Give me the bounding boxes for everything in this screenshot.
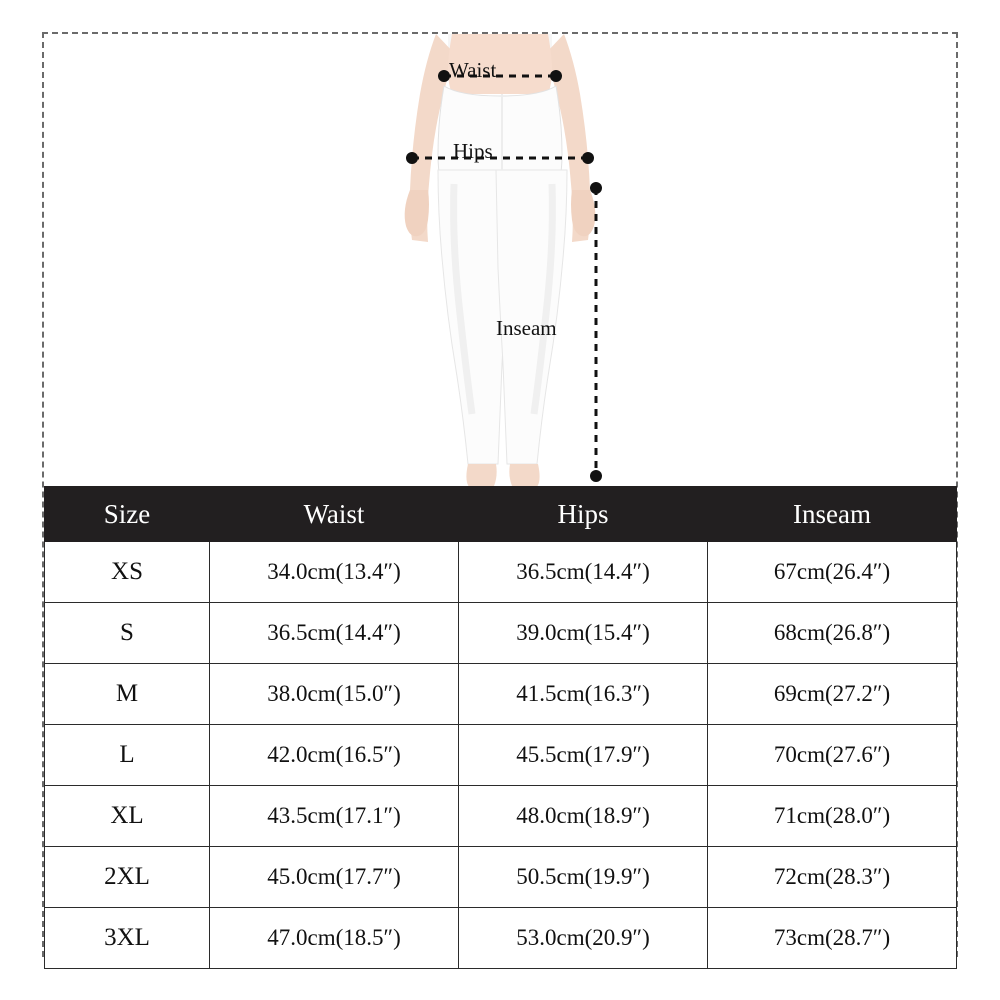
table-row xyxy=(45,725,957,786)
column-header-size: Size xyxy=(45,487,210,542)
cell-size: 2XL xyxy=(45,847,210,908)
cell-size: S xyxy=(45,603,210,664)
column-header-inseam: Inseam xyxy=(708,487,957,542)
cell-hips: 50.5cm(19.9″) xyxy=(459,847,708,908)
column-header-waist: Waist xyxy=(210,487,459,542)
table-header xyxy=(45,487,957,542)
cell-waist: 36.5cm(14.4″) xyxy=(210,603,459,664)
cell-hips: 53.0cm(20.9″) xyxy=(459,908,708,969)
cell-inseam: 68cm(26.8″) xyxy=(708,603,957,664)
cell-size: M xyxy=(45,664,210,725)
measurement-illustration xyxy=(44,34,956,486)
cell-hips: 36.5cm(14.4″) xyxy=(459,542,708,603)
column-header-hips: Hips xyxy=(459,487,708,542)
cell-waist: 34.0cm(13.4″) xyxy=(210,542,459,603)
cell-waist: 47.0cm(18.5″) xyxy=(210,908,459,969)
cell-inseam: 73cm(28.7″) xyxy=(708,908,957,969)
cell-waist: 38.0cm(15.0″) xyxy=(210,664,459,725)
cell-inseam: 72cm(28.3″) xyxy=(708,847,957,908)
waist-label: Waist xyxy=(449,58,497,82)
cell-waist: 43.5cm(17.1″) xyxy=(210,786,459,847)
table-row xyxy=(45,542,957,603)
table-row xyxy=(45,603,957,664)
cell-size: XS xyxy=(45,542,210,603)
cell-size: L xyxy=(45,725,210,786)
cell-hips: 45.5cm(17.9″) xyxy=(459,725,708,786)
cell-hips: 41.5cm(16.3″) xyxy=(459,664,708,725)
cell-inseam: 71cm(28.0″) xyxy=(708,786,957,847)
cell-hips: 48.0cm(18.9″) xyxy=(459,786,708,847)
table-row xyxy=(45,908,957,969)
table-body xyxy=(45,542,957,969)
table-row xyxy=(45,786,957,847)
cell-hips: 39.0cm(15.4″) xyxy=(459,603,708,664)
cell-inseam: 67cm(26.4″) xyxy=(708,542,957,603)
table-row xyxy=(45,664,957,725)
model-figure-icon xyxy=(44,34,956,486)
cell-size: XL xyxy=(45,786,210,847)
table-row xyxy=(45,847,957,908)
hips-label: Hips xyxy=(453,139,493,163)
cell-waist: 42.0cm(16.5″) xyxy=(210,725,459,786)
table-header-row xyxy=(45,487,957,542)
cell-inseam: 69cm(27.2″) xyxy=(708,664,957,725)
inseam-label: Inseam xyxy=(496,316,557,340)
size-table xyxy=(44,486,957,969)
cell-inseam: 70cm(27.6″) xyxy=(708,725,957,786)
cell-size: 3XL xyxy=(45,908,210,969)
cell-waist: 45.0cm(17.7″) xyxy=(210,847,459,908)
